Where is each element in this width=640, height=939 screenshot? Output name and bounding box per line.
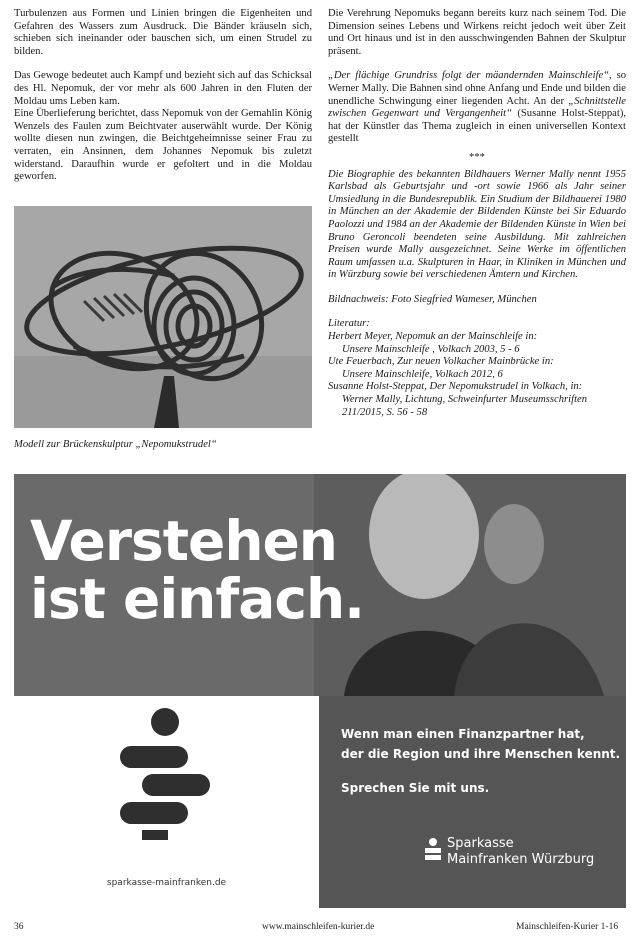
- sparkasse-advertisement: [14, 474, 626, 908]
- literature-entry: Herbert Meyer, Nepomuk an der Mainschleife in:: [328, 331, 538, 343]
- separator: ***: [469, 151, 485, 163]
- ad-brand: Sparkasse Mainfranken Würzburg: [447, 836, 595, 867]
- ad-website: sparkasse-mainfranken.de: [106, 878, 227, 888]
- ad-photo: [14, 474, 626, 696]
- paragraph: Eine Überlieferung berichtet, dass Nepomuk von der Gemahlin König Wenzels des Faulen zum Beichtvater auserwählt wurde. Der König wollte diesen nun zwingen, die Beichtgeheimnisse seiner Frau zu verraten, ein Ansinnen, dem Johannes Nepomuk bis zuletzt widerstand. Daraufhin wurde er gefoltert und in die Moldau geworfen.: [14, 108, 312, 183]
- left-text-column: [14, 8, 312, 184]
- ad-message: Wenn man einen Finanzpartner hat, der die Region und ihre Menschen kennt. Sprechen Sie mit uns.: [341, 727, 621, 795]
- photo-credit: Bildnachweis: Foto Siegfried Wameser, München: [328, 293, 537, 305]
- literature-entry-detail: Werner Mally, Lichtung, Schweinfurter Museumsschriften 211/2015, S. 56 - 58: [342, 394, 588, 418]
- sparkasse-logo-icon: [423, 838, 443, 864]
- footer-website: www.mainschleifen-kurier.de: [262, 922, 375, 932]
- paragraph: „Der flächige Grundriss folgt der mäandernden Mainschleife“, so Werner Mally. Die Bahnen sind ohne Anfang und Ende und bilden die unendliche Schwingung einer liegenden Acht. An der „Schnittstelle zwischen Gegenwart und Vergangenheit“ (Susanne Holst-Steppat), hat der Künstler das Thema zugleich in einen universellen Kontext gestellt: [328, 70, 626, 145]
- paragraph: Das Gewoge bedeutet auch Kampf und bezieht sich auf das Schicksal des Hl. Nepomuk, der vor mehr als 600 Jahren in den Fluten der Moldau ums Leben kam.: [14, 70, 312, 107]
- ad-headline: Verstehen ist einfach.: [30, 509, 365, 631]
- literature-entry: Susanne Holst-Steppat, Der Nepomukstrudel in Volkach, in:: [328, 381, 583, 393]
- paragraph: Turbulenzen aus Formen und Linien bringen die Eigenheiten und Gefahren des Wassers zum Ausdruck. Die Bänder kräuseln sich, schieben sich ineinander oder bauschen sich, um einen Strudel zu bilden.: [14, 8, 312, 57]
- ad-logo-panel: [14, 696, 319, 908]
- literature-entry: Ute Feuerbach, Zur neuen Volkacher Mainbrücke in:: [328, 356, 554, 368]
- paragraph: Die Verehrung Nepomuks begann bereits kurz nach seinem Tod. Die Dimension seines Lebens und Wirkens reicht jedoch weit über Zeit und Ort hinaus und ist in den ausschwingenden Bahnen der Skulptur präsent.: [328, 8, 626, 57]
- quote: „Der flächige Grundriss folgt der mäandernden Mainschleife“,: [328, 70, 612, 82]
- ad-text-panel: [319, 696, 626, 908]
- figure-caption: Modell zur Brückenskulptur „Nepomukstrudel“: [14, 439, 217, 450]
- literature-heading: Literatur:: [328, 318, 370, 330]
- sculpture-photo: [14, 206, 312, 428]
- footer-issue: Mainschleifen-Kurier 1-16: [516, 922, 619, 932]
- quote: „Schnittstelle zwischen Gegenwart und Vergangenheit“: [328, 95, 626, 120]
- page-number: 36: [14, 922, 24, 932]
- sculpture-image: [14, 206, 312, 428]
- literature-entry-detail: Unsere Mainschleife, Volkach 2012, 6: [342, 368, 503, 380]
- right-text-column: [328, 8, 626, 419]
- biography: Die Biographie des bekannten Bildhauers Werner Mally nennt 1955 Karlsbad als Geburtsjahr und -ort sowie 1966 als Jahr seiner Umsiedlung in die Bundesrepublik. Ein Studium der Bildhauerei 1980 in München an der Akademie der Bildenden Künste bei Sir Eduardo Paolozzi und 1984 an der Akademie der Bildenden Künste in Wien bei Bruno Geroncoli beendeten seine Ausbildung. Mit zahlreichen Preisen wurde Mally ausgezeichnet. Seine Werke im öffentlichen Raum umfassen u.a. Skulpturen in Haar, in Kliniken in München und in Würzburg sowie bei verschiedenen Ämtern und Kirchen.: [328, 168, 626, 281]
- speech-bubbles-icon: [14, 696, 319, 908]
- literature-entry-detail: Unsere Mainschleife , Volkach 2003, 5 - 6: [342, 343, 520, 355]
